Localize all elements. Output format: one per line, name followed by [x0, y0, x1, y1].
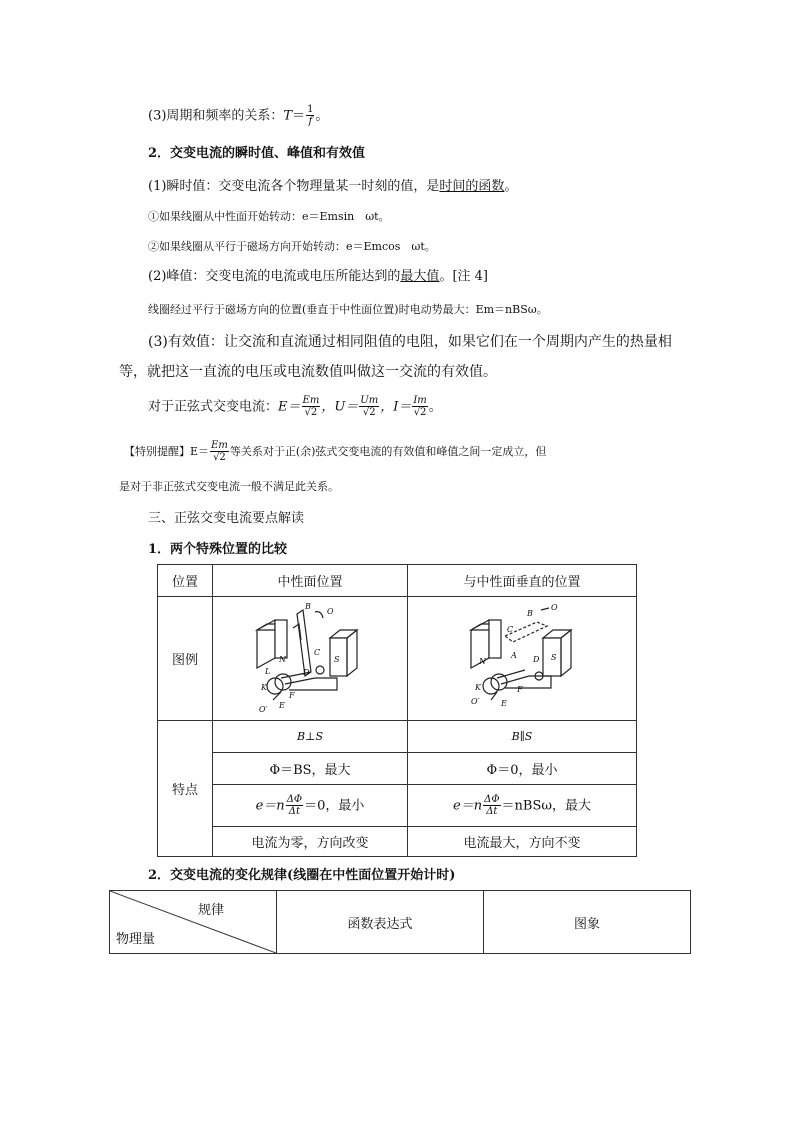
- svg-text:O′: O′: [471, 696, 480, 706]
- svg-text:S: S: [334, 654, 340, 664]
- peak-value: (2)峰值：交变电流的电流或电压所能达到的最大值。[注 4]: [148, 269, 488, 284]
- svg-text:B: B: [527, 608, 533, 618]
- perp-emf: e＝n $\frac{\Delta\Phi}{\Delta t}$ ＝nBSω，最大: [408, 785, 637, 827]
- neutral-emf: e＝n $\frac{\Delta\Phi}{\Delta t}$ ＝0，最小: [213, 785, 408, 827]
- header-graph: 图象: [484, 891, 691, 954]
- perp-current: 电流最大，方向不变: [408, 827, 637, 857]
- neutral-b-relation: B⊥S: [213, 721, 408, 753]
- svg-text:S: S: [551, 652, 557, 662]
- perpendicular-figure: [408, 597, 637, 721]
- special-reminder-2: 是对于非正弦式交变电流一般不满足此关系。: [119, 480, 339, 493]
- instantaneous-value: (1)瞬时值：交变电流各个物理量某一时刻的值，是时间的函数。: [148, 179, 518, 194]
- svg-text:F: F: [517, 684, 523, 694]
- svg-text:C: C: [314, 647, 321, 657]
- svg-text:E: E: [279, 700, 285, 710]
- special-reminder: 【特别提醒】E＝ $\frac{Em}{√2}$ 等关系对于正(余)弦式交变电流的有效值和峰值之间一定成立，但: [124, 440, 547, 463]
- generator-perpendicular-diagram: [457, 600, 587, 714]
- svg-text:O: O: [327, 606, 334, 616]
- perp-flux: Φ＝0，最小: [408, 753, 637, 785]
- perp-b-relation: B∥S: [408, 721, 637, 753]
- svg-text:K: K: [475, 682, 481, 692]
- subheading-1: 1．两个特殊位置的比较: [148, 542, 288, 557]
- header-perpendicular: 与中性面垂直的位置: [408, 565, 637, 597]
- svg-text:O: O: [551, 602, 558, 612]
- sinusoidal-formula: 对于正弦式交变电流：E＝ $\frac{Em}{√2}$ ，U＝ $\frac{Um}{√2}$ ，I＝ $\frac{Im}{√2}$ 。: [148, 395, 442, 418]
- figure-label: 图例: [158, 597, 213, 721]
- neutral-figure: [213, 597, 408, 721]
- svg-text:A: A: [511, 650, 517, 660]
- svg-text:D: D: [533, 654, 540, 664]
- peak-note: 线圈经过平行于磁场方向的位置(垂直于中性面位置)时电动势最大：Em＝nBSω。: [148, 303, 548, 316]
- subheading-2: 2．交变电流的变化规律(线圈在中性面位置开始计时): [148, 868, 456, 883]
- svg-text:E: E: [501, 698, 507, 708]
- header-neutral: 中性面位置: [213, 565, 408, 597]
- header-rule: 规律: [197, 903, 224, 918]
- position-comparison-table: [157, 564, 637, 857]
- svg-text:D: D: [303, 667, 310, 677]
- cos-formula-line: ②如果线圈从平行于磁场方向开始转动：e＝Emcos ωt。: [148, 240, 436, 253]
- section-heading-3: 三、正弦交变电流要点解读: [148, 511, 305, 526]
- header-function: 函数表达式: [277, 891, 484, 954]
- diagonal-header: [110, 891, 277, 954]
- neutral-flux: Φ＝BS，最大: [213, 753, 408, 785]
- svg-text:B: B: [305, 601, 311, 611]
- neutral-current: 电流为零，方向改变: [213, 827, 408, 857]
- svg-text:F: F: [289, 690, 295, 700]
- sin-formula-line: ①如果线圈从中性面开始转动：e＝Emsin ωt。: [148, 210, 390, 223]
- header-quantity: 物理量: [116, 932, 156, 947]
- svg-text:N: N: [479, 656, 486, 666]
- effective-value-2: 等，就把这一直流的电压或电流数值叫做这一交流的有效值。: [119, 364, 497, 380]
- generator-neutral-diagram: [245, 600, 375, 714]
- svg-text:C: C: [507, 624, 514, 634]
- features-label: 特点: [158, 721, 213, 857]
- header-position: 位置: [158, 565, 213, 597]
- section-heading-2: 2．交变电流的瞬时值、峰值和有效值: [148, 146, 366, 161]
- variation-table: [109, 890, 691, 954]
- effective-value-1: (3)有效值：让交流和直流通过相同阻值的电阻，如果它们在一个周期内产生的热量相: [148, 334, 672, 350]
- svg-text:O′: O′: [259, 704, 268, 714]
- svg-text:K: K: [261, 682, 267, 692]
- svg-text:N: N: [279, 654, 286, 664]
- svg-text:L: L: [265, 666, 271, 676]
- period-frequency-line: (3)周期和频率的关系：T＝ $\frac{1}{f}$ 。: [148, 104, 329, 127]
